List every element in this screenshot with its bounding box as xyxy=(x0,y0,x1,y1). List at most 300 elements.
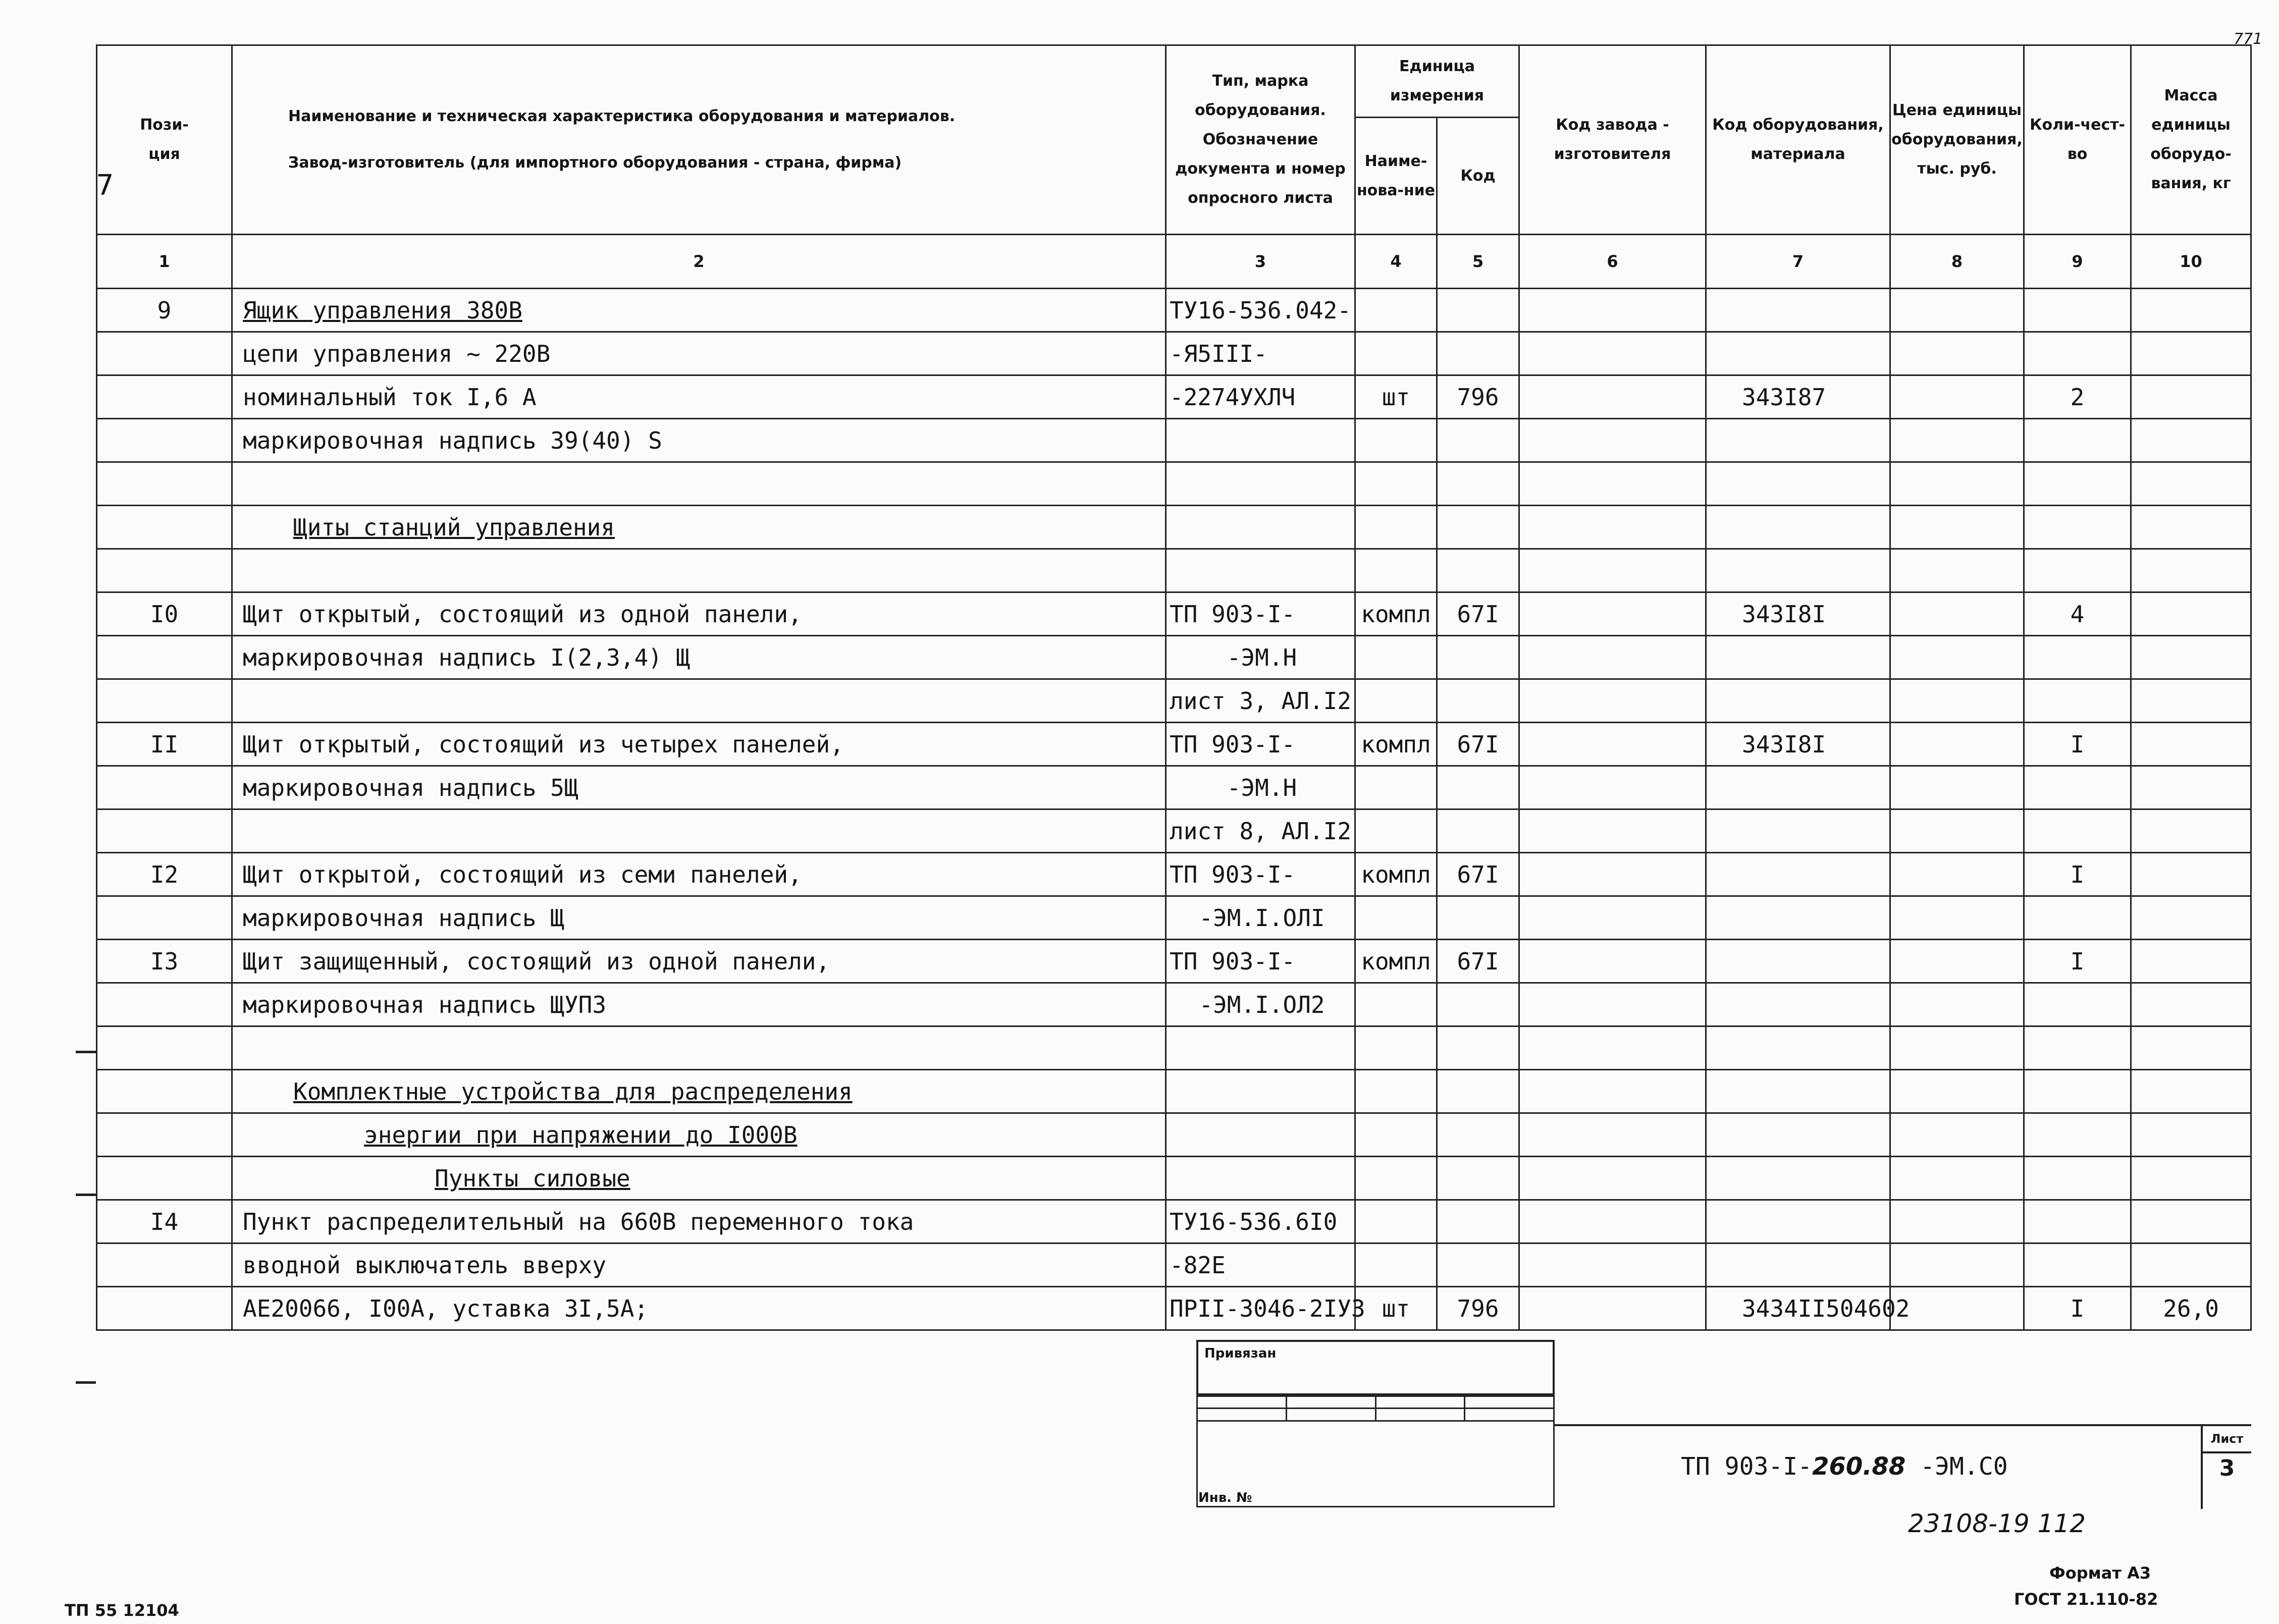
row-document xyxy=(1166,592,1355,636)
row-equipment-code xyxy=(1706,723,1890,766)
row-factory-code xyxy=(1519,940,1706,983)
row-unit-code xyxy=(1437,983,1519,1026)
row-factory-code xyxy=(1519,853,1706,896)
row-name-text: Щит защищенный, состоящий из одной панели, xyxy=(243,947,830,975)
row-unit-name xyxy=(1355,679,1437,723)
row-unit-name-text: компл xyxy=(1361,947,1431,975)
row-factory-code xyxy=(1519,506,1706,549)
row-document xyxy=(1166,679,1355,723)
row-factory-code xyxy=(1519,289,1706,332)
row-price xyxy=(1890,549,2024,592)
row-equipment-code xyxy=(1706,289,1890,332)
row-price xyxy=(1890,983,2024,1026)
header-price: Цена единицы оборудования, тыс. руб. xyxy=(1890,45,2024,235)
row-unit-name xyxy=(1355,1200,1437,1243)
table-row xyxy=(97,419,2251,462)
row-document xyxy=(1166,853,1355,896)
row-document xyxy=(1166,983,1355,1026)
table-row xyxy=(97,462,2251,506)
row-name-text: цепи управления ~ 220В xyxy=(243,340,551,367)
row-position-text: I0 xyxy=(150,600,179,628)
row-unit-name xyxy=(1355,766,1437,809)
row-price xyxy=(1890,679,2024,723)
row-position xyxy=(97,853,232,896)
row-position xyxy=(97,1200,232,1243)
row-document-text: ПРII-3046-2IУ3 xyxy=(1170,1294,1365,1322)
row-unit-code xyxy=(1437,332,1519,375)
col-number: 8 xyxy=(1890,235,2024,289)
row-unit-code xyxy=(1437,592,1519,636)
row-quantity xyxy=(2024,289,2131,332)
row-document-text: ТП 903-I- xyxy=(1170,860,1296,888)
row-position-text: II xyxy=(150,730,179,758)
row-unit-name xyxy=(1355,1287,1437,1330)
row-unit-code xyxy=(1437,375,1519,419)
row-unit-code-text: 67I xyxy=(1457,947,1499,975)
row-document-text: ТУ16-536.6I0 xyxy=(1170,1208,1338,1235)
row-equipment-code xyxy=(1706,940,1890,983)
row-document xyxy=(1166,549,1355,592)
table-row xyxy=(97,636,2251,679)
row-document-text: лист 8, АЛ.I2 xyxy=(1170,817,1352,845)
row-mass xyxy=(2131,419,2251,462)
row-unit-name-text: компл xyxy=(1361,600,1431,628)
row-quantity xyxy=(2024,766,2131,809)
sheet-number: 3 xyxy=(2219,1455,2235,1481)
row-equipment-code xyxy=(1706,853,1890,896)
row-unit-code xyxy=(1437,896,1519,940)
row-price xyxy=(1890,419,2024,462)
row-name-text: Пункт распределительный на 660В переменного тока xyxy=(243,1208,914,1235)
row-document-text: -82Е xyxy=(1170,1251,1226,1279)
row-unit-code-text: 796 xyxy=(1457,383,1499,411)
row-mass xyxy=(2131,679,2251,723)
row-unit-name-text: шт xyxy=(1382,1294,1410,1322)
row-unit-code xyxy=(1437,1287,1519,1330)
row-unit-code xyxy=(1437,1070,1519,1113)
row-mass xyxy=(2131,1287,2251,1330)
row-unit-name xyxy=(1355,419,1437,462)
row-factory-code xyxy=(1519,1113,1706,1157)
row-document xyxy=(1166,1070,1355,1113)
left-margin-mark: 7 xyxy=(96,169,114,202)
row-unit-name-text: компл xyxy=(1361,730,1431,758)
table-row xyxy=(97,375,2251,419)
stamp-privyazan: Привязан xyxy=(1196,1340,1555,1395)
row-unit-code xyxy=(1437,419,1519,462)
row-equipment-code xyxy=(1706,462,1890,506)
row-equipment-code-text: 343I87 xyxy=(1742,383,1826,411)
row-name-text: маркировочная надпись 5Щ xyxy=(243,774,578,801)
margin-tick xyxy=(76,1051,96,1053)
row-price xyxy=(1890,1026,2024,1070)
row-unit-code xyxy=(1437,1200,1519,1243)
row-factory-code xyxy=(1519,723,1706,766)
row-unit-name xyxy=(1355,506,1437,549)
row-document-text: -ЭМ.Н xyxy=(1227,643,1297,671)
row-position xyxy=(97,809,232,853)
row-position xyxy=(97,419,232,462)
row-equipment-code xyxy=(1706,419,1890,462)
row-equipment-code xyxy=(1706,983,1890,1026)
row-factory-code xyxy=(1519,462,1706,506)
row-position xyxy=(97,983,232,1026)
row-name xyxy=(232,679,1166,723)
row-position-text: I3 xyxy=(150,947,179,975)
row-equipment-code xyxy=(1706,1070,1890,1113)
row-document xyxy=(1166,723,1355,766)
row-quantity-text: I xyxy=(2070,1294,2085,1322)
table-row xyxy=(97,853,2251,896)
row-unit-code xyxy=(1437,636,1519,679)
row-price xyxy=(1890,462,2024,506)
row-mass xyxy=(2131,896,2251,940)
header-type: Тип, марка оборудования. Обозначение документа и номер опросного листа xyxy=(1166,45,1355,235)
row-position xyxy=(97,375,232,419)
row-position xyxy=(97,1287,232,1330)
row-price xyxy=(1890,1157,2024,1200)
row-document-text: ТП 903-I- xyxy=(1170,600,1296,628)
row-position xyxy=(97,1157,232,1200)
row-name-text: Пункты силовые xyxy=(435,1164,630,1192)
row-unit-code xyxy=(1437,1243,1519,1287)
row-equipment-code xyxy=(1706,375,1890,419)
row-quantity xyxy=(2024,1070,2131,1113)
row-quantity xyxy=(2024,940,2131,983)
row-equipment-code xyxy=(1706,1026,1890,1070)
row-unit-name xyxy=(1355,636,1437,679)
row-mass xyxy=(2131,1200,2251,1243)
row-unit-code xyxy=(1437,462,1519,506)
row-mass xyxy=(2131,462,2251,506)
row-name-text: Щит открытый, состоящий из четырех панелей, xyxy=(243,730,844,758)
row-price xyxy=(1890,506,2024,549)
row-name xyxy=(232,1026,1166,1070)
row-factory-code xyxy=(1519,983,1706,1026)
row-name-text: Щиты станций управления xyxy=(293,513,615,541)
stamp-inv: Инв. № xyxy=(1197,1421,1554,1506)
col-number: 9 xyxy=(2024,235,2131,289)
row-name xyxy=(232,332,1166,375)
format-label: Формат А3 xyxy=(2049,1563,2151,1583)
row-name xyxy=(232,896,1166,940)
row-equipment-code xyxy=(1706,766,1890,809)
row-price xyxy=(1890,332,2024,375)
col-number: 2 xyxy=(232,235,1166,289)
row-unit-code xyxy=(1437,853,1519,896)
row-position xyxy=(97,896,232,940)
row-name-text: Комплектные устройства для распределения xyxy=(293,1077,853,1105)
row-name xyxy=(232,1287,1166,1330)
row-quantity xyxy=(2024,983,2131,1026)
table-row xyxy=(97,549,2251,592)
row-document xyxy=(1166,462,1355,506)
row-name xyxy=(232,462,1166,506)
row-equipment-code xyxy=(1706,549,1890,592)
row-position xyxy=(97,289,232,332)
stamp-grid xyxy=(1196,1395,1555,1507)
row-unit-name xyxy=(1355,1243,1437,1287)
row-price xyxy=(1890,1200,2024,1243)
row-equipment-code-text: 3434II504602 xyxy=(1742,1294,1910,1322)
row-document xyxy=(1166,896,1355,940)
row-name xyxy=(232,506,1166,549)
row-price xyxy=(1890,896,2024,940)
row-quantity xyxy=(2024,853,2131,896)
header-row xyxy=(97,45,2251,118)
row-name-text: маркировочная надпись 39(40) S xyxy=(243,426,662,454)
row-price xyxy=(1890,1287,2024,1330)
row-unit-name xyxy=(1355,1070,1437,1113)
row-equipment-code xyxy=(1706,1157,1890,1200)
row-document-text: лист 3, АЛ.I2 xyxy=(1170,687,1352,715)
col-number: 6 xyxy=(1519,235,1706,289)
row-unit-name xyxy=(1355,809,1437,853)
margin-tick xyxy=(76,1381,96,1384)
row-factory-code xyxy=(1519,549,1706,592)
row-position xyxy=(97,1243,232,1287)
row-factory-code xyxy=(1519,1243,1706,1287)
row-equipment-code xyxy=(1706,592,1890,636)
row-position xyxy=(97,1026,232,1070)
row-price xyxy=(1890,1113,2024,1157)
header-unit-code: Код xyxy=(1437,118,1519,235)
row-equipment-code xyxy=(1706,1287,1910,1330)
row-equipment-code xyxy=(1706,636,1890,679)
tp-label: ТП 55 12104 xyxy=(65,1601,179,1620)
row-name xyxy=(232,723,1166,766)
row-quantity xyxy=(2024,419,2131,462)
row-position xyxy=(97,679,232,723)
row-price xyxy=(1890,592,2024,636)
row-name-text: маркировочная надпись I(2,3,4) Щ xyxy=(243,643,691,671)
header-unit-name: Наиме-нова-ние xyxy=(1355,118,1437,235)
row-document xyxy=(1166,506,1355,549)
row-position-text: I2 xyxy=(150,860,179,888)
header-factory-code: Код завода - изготовителя xyxy=(1519,45,1706,235)
row-mass xyxy=(2131,723,2251,766)
row-position xyxy=(97,1113,232,1157)
row-unit-name xyxy=(1355,1113,1437,1157)
table-row xyxy=(97,289,2251,332)
header-name-line1: Наименование и техническая характеристика оборудования и материалов. xyxy=(288,107,956,125)
row-equipment-code xyxy=(1706,332,1890,375)
row-document-text: ТУ16-536.042- xyxy=(1170,296,1352,324)
row-mass-text: 26,0 xyxy=(2163,1294,2219,1322)
row-mass xyxy=(2131,375,2251,419)
row-document-text: -ЭМ.Н xyxy=(1227,774,1297,801)
table-row xyxy=(97,940,2251,983)
row-unit-name xyxy=(1355,375,1437,419)
row-position-text: 9 xyxy=(157,296,172,324)
row-unit-code-text: 796 xyxy=(1457,1294,1499,1322)
row-document-text: -ЭМ.I.ОЛ2 xyxy=(1199,991,1325,1018)
row-name xyxy=(232,419,1166,462)
row-quantity xyxy=(2024,679,2131,723)
row-name-text: АЕ20066, I00А, уставка 3I,5А; xyxy=(243,1294,649,1322)
row-price xyxy=(1890,853,2024,896)
row-name xyxy=(232,809,1166,853)
table-row xyxy=(97,1026,2251,1070)
table-row xyxy=(97,1070,2251,1113)
row-mass xyxy=(2131,940,2251,983)
row-name xyxy=(232,1113,1166,1157)
row-unit-code xyxy=(1437,549,1519,592)
row-unit-code-text: 67I xyxy=(1457,860,1499,888)
row-price xyxy=(1890,1070,2024,1113)
row-name xyxy=(232,636,1166,679)
row-quantity xyxy=(2024,1113,2131,1157)
row-name-text: Щит открытой, состоящий из семи панелей, xyxy=(243,860,802,888)
row-quantity xyxy=(2024,592,2131,636)
row-quantity xyxy=(2024,375,2131,419)
row-document xyxy=(1166,419,1355,462)
row-position xyxy=(97,332,232,375)
row-position xyxy=(97,592,232,636)
row-unit-name xyxy=(1355,896,1437,940)
row-factory-code xyxy=(1519,419,1706,462)
sheet-label: Лист xyxy=(2203,1426,2251,1453)
row-unit-name-text: шт xyxy=(1382,383,1410,411)
doc-code-suffix: -ЭМ.С0 xyxy=(1905,1452,2008,1481)
row-document xyxy=(1166,1243,1355,1287)
row-unit-name xyxy=(1355,1026,1437,1070)
row-document xyxy=(1166,1113,1355,1157)
header-equipment-code: Код оборудования, материала xyxy=(1706,45,1890,235)
row-position xyxy=(97,723,232,766)
document-code xyxy=(1681,1452,2008,1481)
row-mass xyxy=(2131,636,2251,679)
row-quantity xyxy=(2024,809,2131,853)
row-factory-code xyxy=(1519,1287,1706,1330)
row-name xyxy=(232,1243,1166,1287)
row-unit-name xyxy=(1355,983,1437,1026)
row-name xyxy=(232,853,1166,896)
row-mass xyxy=(2131,289,2251,332)
col-number: 3 xyxy=(1166,235,1355,289)
table-row xyxy=(97,332,2251,375)
header-name-line2: Завод-изготовитель (для импортного оборудования - страна, фирма) xyxy=(288,154,902,172)
row-document xyxy=(1166,1157,1355,1200)
table-row xyxy=(97,679,2251,723)
row-mass xyxy=(2131,1026,2251,1070)
row-name xyxy=(232,592,1166,636)
sheet-number-box xyxy=(2201,1424,2251,1509)
row-document-text: -2274УХЛЧ xyxy=(1170,383,1296,411)
row-quantity xyxy=(2024,1200,2131,1243)
row-price xyxy=(1890,289,2024,332)
row-equipment-code xyxy=(1706,1200,1890,1243)
row-mass xyxy=(2131,853,2251,896)
row-quantity xyxy=(2024,723,2131,766)
row-equipment-code-text: 343I8I xyxy=(1742,730,1826,758)
row-quantity xyxy=(2024,1026,2131,1070)
row-document xyxy=(1166,1287,1365,1330)
header-mass: Масса единицы оборудо-вания, кг xyxy=(2131,45,2251,235)
row-unit-name xyxy=(1355,332,1437,375)
row-equipment-code xyxy=(1706,1113,1890,1157)
row-position xyxy=(97,1070,232,1113)
row-unit-code xyxy=(1437,766,1519,809)
row-unit-name xyxy=(1355,723,1437,766)
row-factory-code xyxy=(1519,809,1706,853)
row-name xyxy=(232,375,1166,419)
row-mass xyxy=(2131,592,2251,636)
table-row xyxy=(97,592,2251,636)
row-unit-name xyxy=(1355,1157,1437,1200)
row-quantity xyxy=(2024,1157,2131,1200)
row-price xyxy=(1890,940,2024,983)
row-name xyxy=(232,289,1166,332)
row-quantity xyxy=(2024,636,2131,679)
row-position xyxy=(97,506,232,549)
table-row xyxy=(97,983,2251,1026)
row-price xyxy=(1890,723,2024,766)
row-document xyxy=(1166,375,1355,419)
table-row xyxy=(97,723,2251,766)
row-mass xyxy=(2131,549,2251,592)
row-price xyxy=(1890,375,2024,419)
table-row xyxy=(97,506,2251,549)
table-row xyxy=(97,766,2251,809)
row-name-text: энергии при напряжении до I000В xyxy=(364,1121,798,1149)
row-document xyxy=(1166,1200,1355,1243)
row-unit-name xyxy=(1355,289,1437,332)
row-document xyxy=(1166,766,1355,809)
row-factory-code xyxy=(1519,766,1706,809)
row-position xyxy=(97,462,232,506)
row-mass xyxy=(2131,506,2251,549)
row-document-text: ТП 903-I- xyxy=(1170,947,1296,975)
row-equipment-code xyxy=(1706,1243,1890,1287)
row-unit-name xyxy=(1355,592,1437,636)
row-quantity xyxy=(2024,1287,2131,1330)
row-name xyxy=(232,1157,1166,1200)
row-unit-name xyxy=(1355,549,1437,592)
row-quantity xyxy=(2024,462,2131,506)
row-document xyxy=(1166,1026,1355,1070)
row-price xyxy=(1890,636,2024,679)
row-name xyxy=(232,549,1166,592)
row-unit-code-text: 67I xyxy=(1457,730,1499,758)
row-price xyxy=(1890,766,2024,809)
row-quantity-text: I xyxy=(2070,947,2085,975)
header-unit: Единица измерения xyxy=(1355,45,1519,118)
column-number-row xyxy=(97,235,2251,289)
header-quantity: Коли-чест-во xyxy=(2024,45,2131,235)
row-name xyxy=(232,983,1166,1026)
row-name xyxy=(232,1200,1166,1243)
row-quantity-text: I xyxy=(2070,730,2085,758)
col-number: 10 xyxy=(2131,235,2251,289)
row-factory-code xyxy=(1519,1026,1706,1070)
header-position: Пози- ция xyxy=(97,45,232,235)
row-name xyxy=(232,940,1166,983)
row-document xyxy=(1166,636,1355,679)
row-factory-code xyxy=(1519,1200,1706,1243)
table-row xyxy=(97,1157,2251,1200)
row-unit-name xyxy=(1355,853,1437,896)
row-equipment-code xyxy=(1706,506,1890,549)
row-factory-code xyxy=(1519,679,1706,723)
row-mass xyxy=(2131,1157,2251,1200)
row-document xyxy=(1166,940,1355,983)
row-unit-code xyxy=(1437,1113,1519,1157)
row-unit-name xyxy=(1355,462,1437,506)
row-name-text: вводной выключатель вверху xyxy=(243,1251,607,1279)
row-price xyxy=(1890,1243,2024,1287)
table-row xyxy=(97,1287,2251,1330)
